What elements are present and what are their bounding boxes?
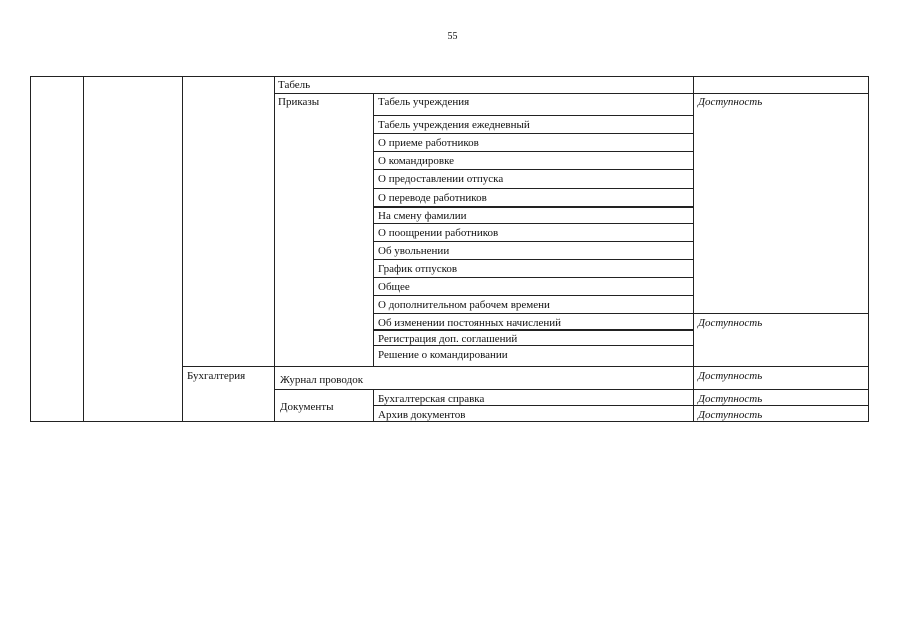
row-divider (373, 206, 694, 208)
table-cell: Табель (278, 79, 311, 91)
table-border-left (30, 76, 31, 422)
access-cell: Доступность (698, 96, 763, 108)
table-cell: Решение о командировании (378, 349, 508, 361)
row-divider (182, 366, 869, 367)
table-cell: Бухгалтерская справка (378, 393, 485, 405)
row-divider (373, 295, 694, 296)
row-divider (373, 115, 694, 116)
table-cell: Регистрация доп. соглашений (378, 333, 518, 345)
table-column-divider (83, 76, 84, 422)
table-cell: Общее (378, 281, 410, 293)
row-divider (373, 241, 694, 242)
table-cell: На смену фамилии (378, 210, 467, 222)
row-divider (373, 405, 869, 406)
table-cell: О переводе работников (378, 192, 487, 204)
table-column-divider (693, 76, 694, 422)
row-divider (373, 151, 694, 152)
table-cell: О предоставлении отпуска (378, 173, 504, 185)
table-group-label: Документы (280, 401, 334, 413)
table-border-right (868, 76, 869, 422)
table-group-label: Приказы (278, 96, 320, 108)
table-cell: График отпусков (378, 263, 458, 275)
access-cell: Доступность (698, 393, 763, 405)
row-divider (373, 313, 869, 314)
table-cell: О командировке (378, 155, 455, 167)
row-divider (373, 188, 694, 189)
table-cell: Об увольнении (378, 245, 450, 257)
access-cell: Доступность (698, 370, 763, 382)
row-divider (274, 389, 869, 390)
row-divider (373, 345, 694, 346)
access-cell: Доступность (698, 317, 763, 329)
row-divider (373, 329, 694, 331)
section-label: Бухгалтерия (187, 370, 246, 382)
table-cell: О поощрении работников (378, 227, 499, 239)
table-border-top (30, 76, 869, 77)
row-divider (373, 133, 694, 134)
access-cell: Доступность (698, 409, 763, 421)
row-divider (373, 223, 694, 224)
table-column-divider (274, 76, 275, 422)
row-divider (274, 93, 869, 94)
table-cell: Табель учреждения (378, 96, 470, 108)
table-cell: О дополнительном рабочем времени (378, 299, 550, 311)
table-cell: Журнал проводок (280, 374, 364, 386)
table-border-bottom (30, 421, 869, 422)
table-cell: Табель учреждения ежедневный (378, 119, 530, 131)
table-cell: Архив документов (378, 409, 466, 421)
page-number: 55 (447, 31, 458, 42)
row-divider (373, 277, 694, 278)
table-cell: О приеме работников (378, 137, 479, 149)
table-column-divider (182, 76, 183, 422)
table-cell: Об изменении постоянных начислений (378, 317, 562, 329)
row-divider (373, 259, 694, 260)
row-divider (373, 169, 694, 170)
